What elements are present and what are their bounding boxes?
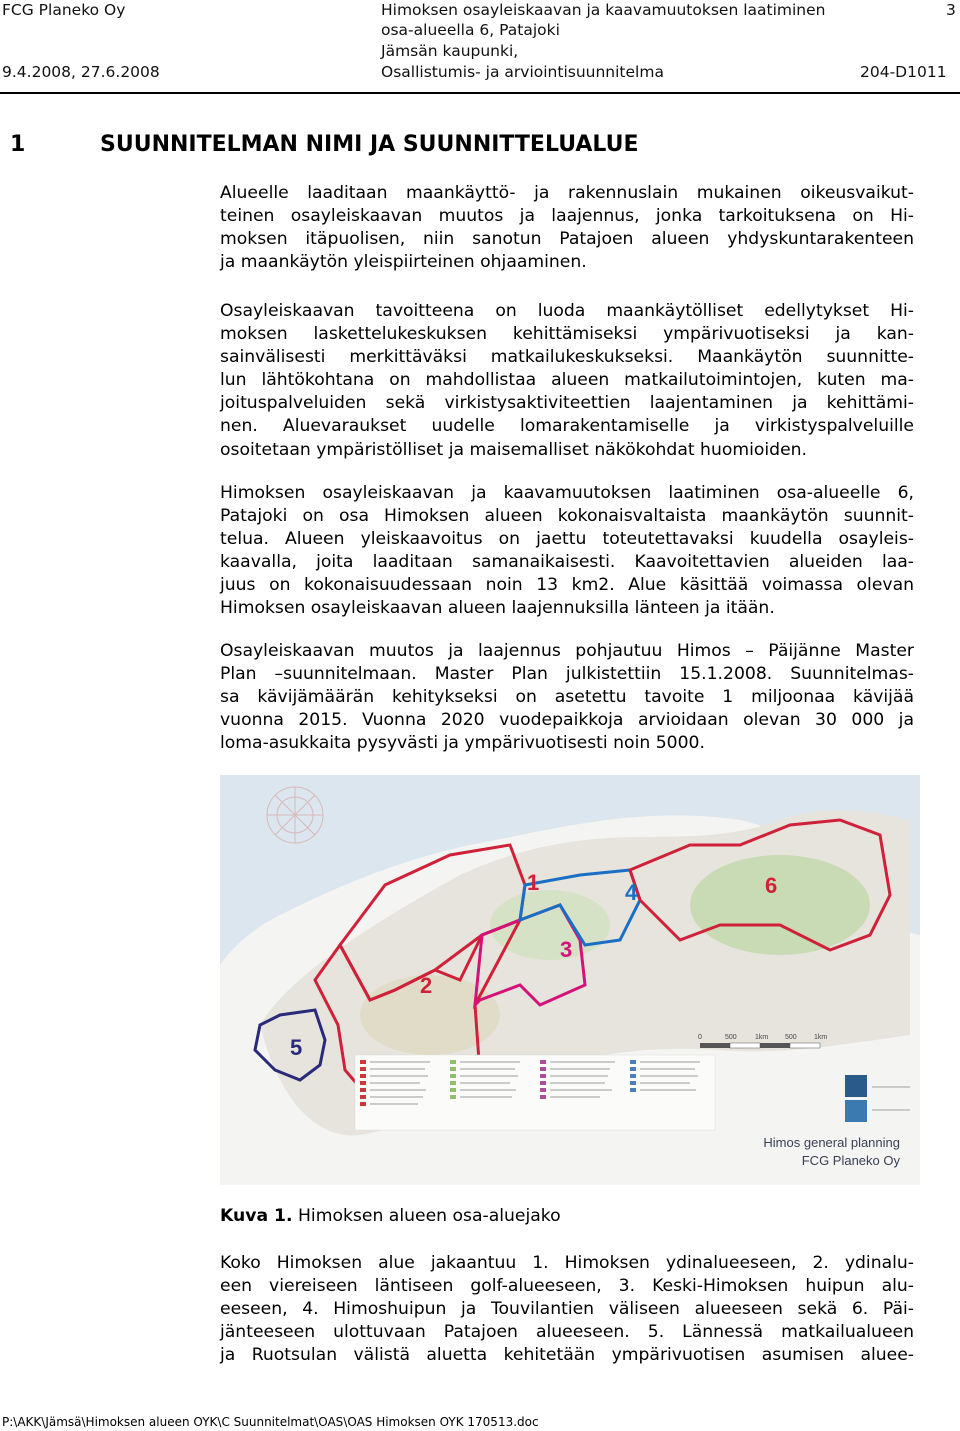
paragraph-line: osoitetaan ympäristölliset ja maisemalliset näkökohdat huomioiden.: [220, 439, 808, 460]
paragraph-line: telua. Alueen yleiskaavoitus on jaettu toteutettavaksi kuudella osayleis-: [220, 529, 914, 550]
paragraph-line: moksen itäpuolisen, niin sanotun Patajoen alueen yhdyskuntarakenteen: [220, 229, 914, 250]
paragraph-line: Plan –suunnitelmaan. Master Plan julkistettiin 15.1.2008. Suunnitelmas-: [220, 664, 914, 685]
paragraph-line: ja maankäytön yleispiirteinen ohjaaminen.: [220, 252, 587, 273]
paragraph-line: een viereiseen läntiseen golf-alueeseen, 3. Keski-Himoksen huipun alu-: [220, 1276, 914, 1297]
paragraph-line: teinen osayleiskaavan muutos ja laajennus, jonka tarkoituksena on Hi-: [220, 206, 914, 227]
scale-label: 0: [698, 1034, 702, 1041]
header-company: FCG Planeko Oy: [2, 1, 126, 19]
paragraph-line: kaavalla, joita laaditaan samanaikaisesti. Kaavoitettavien alueiden laa-: [220, 552, 914, 573]
section-number: 1: [10, 132, 26, 157]
figure-caption: [220, 1206, 561, 1226]
footer-file-path: P:\AKK\Jämsä\Himoksen alueen OYK\C Suunnitelmat\OAS\OAS Himoksen OYK 170513.doc: [2, 1415, 539, 1429]
header-title-line-3: Jämsän kaupunki,: [381, 42, 519, 60]
header-dates: 9.4.2008, 27.6.2008: [2, 63, 160, 81]
page-number: 3: [946, 1, 956, 19]
scale-label: 1km: [814, 1034, 828, 1041]
paragraph-2: [220, 300, 914, 462]
section-title: SUUNNITELMAN NIMI JA SUUNNITTELUALUE: [100, 132, 639, 157]
area-label-2: 2: [420, 973, 433, 998]
paragraph-3: [220, 482, 914, 621]
paragraph-line: Alueelle laaditaan maankäyttö- ja rakennuslain mukainen oikeusvaikut-: [220, 183, 914, 203]
scale-label: 500: [785, 1034, 797, 1041]
paragraph-line: nen. Aluevaraukset uudelle lomarakentamiselle ja virkistyspalveluille: [220, 416, 914, 437]
paragraph-line: joituspalveluiden sekä virkistysaktiviteettien laajentaminen ja kehittämi-: [220, 393, 914, 414]
scale-label: 500: [725, 1034, 737, 1041]
header-rule: [0, 92, 960, 94]
paragraph-line: Himoksen osayleiskaavan ja kaavamuutoksen laatiminen osa-alueelle 6,: [220, 483, 914, 503]
header-title-line-4: Osallistumis- ja arviointisuunnitelma: [381, 63, 664, 81]
paragraph-line: Koko Himoksen alue jakaantuu 1. Himoksen ydinalueeseen, 2. ydinalu-: [220, 1253, 914, 1273]
paragraph-line: loma-asukkaita pysyvästi ja ympärivuotisesti noin 5000.: [220, 733, 705, 754]
area-label-3: 3: [560, 937, 573, 962]
paragraph-line: sa kävijämäärän kehitykseksi on asetettu tavoite 1 miljoonaa kävijää: [220, 687, 914, 708]
header-title-line-1: Himoksen osayleiskaavan ja kaavamuutoksen laatiminen: [381, 1, 826, 19]
map-legend: [355, 1055, 715, 1130]
paragraph-5: [220, 1252, 914, 1367]
paragraph-line: ja Ruotsulan välistä aluetta kehitetään ympärivuotisen asumisen aluee-: [220, 1345, 914, 1366]
header-title-line-2: osa-alueella 6, Patajoki: [381, 21, 560, 39]
paragraph-line: Patajoki on osa Himoksen alueen kokonaisvaltaista maankäytön suunnit-: [220, 506, 914, 527]
document-code: 204-D1011: [860, 63, 947, 81]
paragraph-line: Himoksen osayleiskaavan alueen laajennuksilla länteen ja itään.: [220, 598, 775, 619]
paragraph-line: Osayleiskaavan muutos ja laajennus pohjautuu Himos – Päijänne Master: [220, 641, 914, 661]
map-credit-company: FCG Planeko Oy: [801, 1153, 900, 1168]
paragraph-line: juus on kokonaisuudessaan noin 13 km2. Alue käsittää voimassa olevan: [220, 575, 914, 596]
scale-label: 1km: [755, 1034, 769, 1041]
paragraph-line: eeseen, 4. Himoshuipun ja Touvilantien väliseen alueeseen sekä 6. Päi-: [220, 1299, 914, 1320]
map-credit-title: Himos general planning: [763, 1135, 900, 1150]
caption-label: Kuva 1.: [220, 1206, 293, 1226]
paragraph-line: moksen laskettelukeskuksen kehittämiseksi ympärivuotiseksi ja kan-: [220, 324, 914, 345]
paragraph-line: lun lähtökohtana on mahdollistaa alueen matkailutoimintojen, kuten ma-: [220, 370, 914, 391]
paragraph-line: sainvälisesti merkittäväksi matkailukeskukseksi. Maankäytön suunnitte-: [220, 347, 914, 368]
paragraph-4: [220, 640, 914, 755]
paragraph-line: Osayleiskaavan tavoitteena on luoda maankäytölliset edellytykset Hi-: [220, 301, 914, 321]
compass-rose: [267, 787, 323, 843]
section-heading: [10, 132, 639, 157]
paragraph-line: jänteeseen ulottuvaan Patajoen alueeseen. 5. Lännessä matkailualueen: [220, 1322, 914, 1343]
paragraph-line: vuonna 2015. Vuonna 2020 vuodepaikkoja arvioidaan olevan 30 000 ja: [220, 710, 914, 731]
area-label-6: 6: [765, 873, 778, 898]
area-division-map: [220, 775, 920, 1185]
forest-area: [690, 855, 870, 955]
paragraph-1: [220, 182, 914, 274]
caption-text: Himoksen alueen osa-aluejako: [298, 1206, 561, 1226]
area-label-5: 5: [290, 1035, 303, 1060]
area-label-4: 4: [625, 880, 638, 905]
area-label-1: 1: [527, 870, 540, 895]
